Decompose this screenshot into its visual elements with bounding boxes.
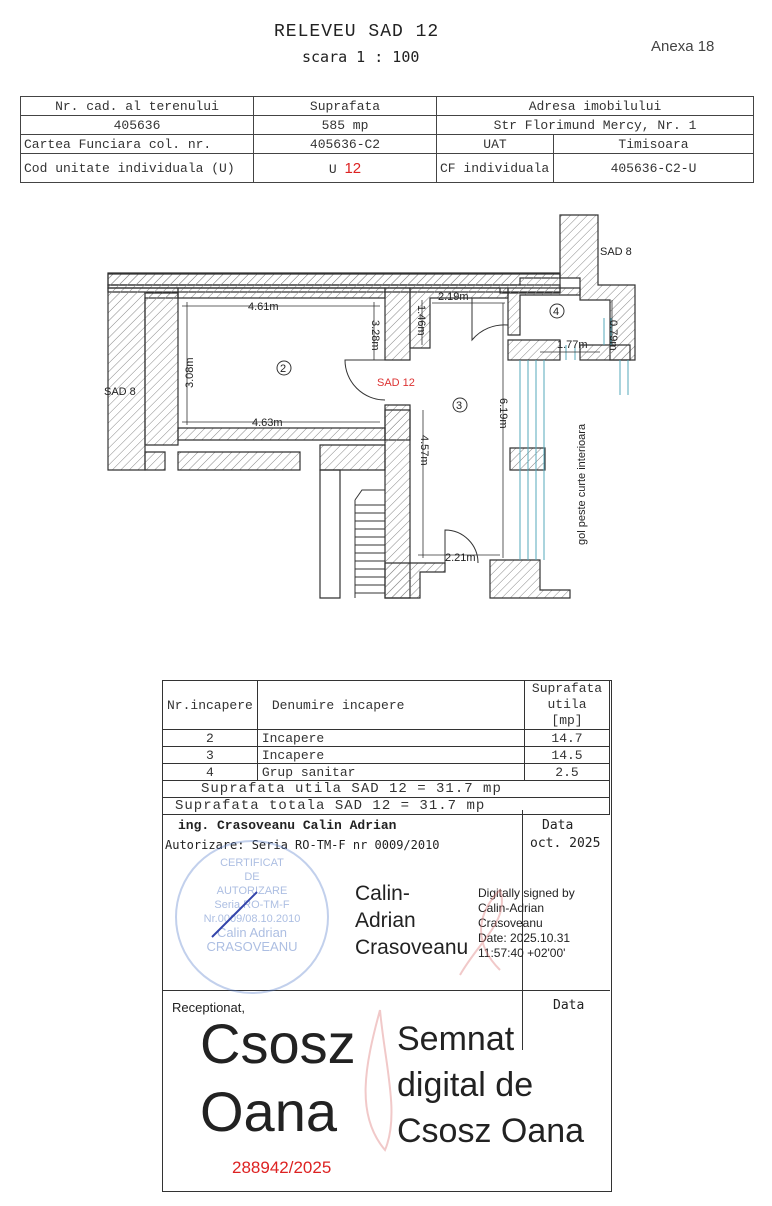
cell-label: Cartea Funciara col. nr. bbox=[21, 135, 254, 154]
date-label: Data bbox=[553, 998, 585, 1013]
plan-label: SAD 8 bbox=[104, 386, 136, 398]
wall bbox=[385, 563, 445, 598]
pdf-signature-mark bbox=[440, 880, 520, 980]
wall bbox=[178, 428, 385, 440]
dim-label: 3.08m bbox=[184, 357, 196, 388]
signed-line: Semnat bbox=[397, 1020, 515, 1058]
wall bbox=[508, 288, 580, 335]
dim-label: 1.46m bbox=[415, 305, 427, 336]
cell-value: 405636 bbox=[21, 116, 254, 135]
receiver-line: Csosz bbox=[200, 1012, 356, 1075]
cell-value: 585 mp bbox=[254, 116, 437, 135]
wall bbox=[145, 293, 178, 445]
scale-label: scara 1 : 100 bbox=[302, 48, 420, 66]
cell-label: Adresa imobilului bbox=[437, 97, 754, 116]
cell-label: Suprafata bbox=[254, 97, 437, 116]
engineer-name: ing. Crasoveanu Calin Adrian bbox=[178, 818, 397, 833]
registration-number: 288942/2025 bbox=[232, 1158, 332, 1177]
digital-line: Digitally signed by bbox=[478, 886, 575, 900]
cell-value: 405636-C2 bbox=[254, 135, 437, 154]
wall bbox=[320, 445, 385, 470]
cell-label: Nr. cad. al terenului bbox=[21, 97, 254, 116]
room-name: Incapere bbox=[257, 730, 524, 747]
wall bbox=[178, 452, 300, 470]
room-area: 2.5 bbox=[525, 764, 610, 781]
unit-number: 12 bbox=[344, 159, 362, 177]
room-area: 14.5 bbox=[525, 747, 610, 764]
total-util: Suprafata utila SAD 12 = 31.7 mp bbox=[163, 781, 610, 798]
room-nr: 3 bbox=[163, 747, 258, 764]
wall bbox=[385, 288, 410, 360]
dim-label: 0.79m bbox=[607, 320, 619, 351]
stamp-text: Nr.0009/08.10.2010 bbox=[203, 913, 301, 925]
total-area: Suprafata totala SAD 12 = 31.7 mp bbox=[163, 798, 610, 815]
stamp-text: Seria RO-TM-F bbox=[214, 899, 290, 911]
dim-label: 4.57m bbox=[418, 435, 430, 466]
receiver-name bbox=[200, 1010, 356, 1146]
room-number: 2 bbox=[280, 363, 287, 375]
received-label: Receptionat, bbox=[172, 1000, 245, 1015]
property-info-table bbox=[20, 96, 754, 183]
digital-line: 11:57:40 +02'00' bbox=[478, 946, 566, 960]
table-row bbox=[163, 730, 610, 747]
annex-label: Anexa 18 bbox=[651, 38, 715, 55]
signature-stroke bbox=[207, 882, 267, 942]
plan-label-unit: SAD 12 bbox=[377, 377, 415, 389]
authorization: Autorizare: Seria RO-TM-F nr 0009/2010 bbox=[165, 838, 440, 852]
dim-label: 3.28m bbox=[369, 320, 381, 351]
receiver-line: Oana bbox=[200, 1080, 337, 1143]
signer-line: Calin- bbox=[355, 882, 410, 905]
cell-label: UAT bbox=[437, 135, 554, 154]
dim-label: 4.63m bbox=[252, 417, 283, 429]
room-name: Grup sanitar bbox=[257, 764, 524, 781]
dim-label: 2.21m bbox=[445, 552, 476, 564]
cell-value bbox=[254, 154, 437, 183]
room-number: 3 bbox=[456, 400, 463, 412]
signed-line: digital de bbox=[397, 1066, 534, 1104]
room-area: 14.7 bbox=[525, 730, 610, 747]
date-value: oct. 2025 bbox=[530, 836, 601, 851]
table-row bbox=[163, 764, 610, 781]
dim-label: 1.77m bbox=[557, 339, 588, 351]
unit-prefix: U bbox=[328, 161, 337, 177]
stamp-text: CRASOVEANU bbox=[206, 939, 298, 954]
signer-line: Adrian bbox=[355, 909, 416, 932]
header-cell: Nr.incapere bbox=[163, 681, 258, 730]
cell-value: Str Florimund Mercy, Nr. 1 bbox=[437, 116, 754, 135]
header-line: Suprafata bbox=[531, 681, 603, 696]
wall bbox=[178, 288, 385, 298]
room-number: 4 bbox=[553, 306, 560, 318]
cell-value: 405636-C2-U bbox=[554, 154, 754, 183]
room-schedule-table bbox=[162, 680, 610, 815]
room-nr: 4 bbox=[163, 764, 258, 781]
stamp-text: DE bbox=[244, 871, 260, 883]
header-cell: Denumire incapere bbox=[257, 681, 524, 730]
plan-label: SAD 8 bbox=[600, 246, 632, 258]
room-nr: 2 bbox=[163, 730, 258, 747]
signed-line: Csosz Oana bbox=[397, 1112, 585, 1150]
cell-value: Timisoara bbox=[554, 135, 754, 154]
signer-line: Crasoveanu bbox=[355, 936, 469, 959]
stamp-text: CERTIFICAT bbox=[220, 857, 284, 869]
header-cell bbox=[525, 681, 610, 730]
digital-line: Crasoveanu bbox=[478, 916, 543, 930]
digital-line: Date: 2025.10.31 bbox=[478, 931, 571, 945]
stairs bbox=[355, 490, 385, 598]
room-name: Incapere bbox=[257, 747, 524, 764]
wall bbox=[508, 340, 560, 360]
cell-label: Cod unitate individuala (U) bbox=[21, 154, 254, 183]
floor-plan bbox=[0, 200, 772, 610]
stamp-text: Calin Adrian bbox=[216, 925, 288, 940]
digital-line: Calin-Adrian bbox=[478, 901, 545, 915]
dim-label: 4.61m bbox=[248, 301, 279, 313]
stamp-text: AUTORIZARE bbox=[216, 885, 288, 897]
signed-by bbox=[397, 1016, 584, 1154]
plan-label: gol peste curte interioara bbox=[576, 423, 588, 545]
stamp-seal bbox=[175, 840, 329, 994]
document-title: RELEVEU SAD 12 bbox=[274, 22, 440, 42]
wall bbox=[145, 452, 165, 470]
table-row bbox=[163, 747, 610, 764]
dim-label: 6.19m bbox=[497, 398, 509, 429]
dim-label: 2.19m bbox=[438, 291, 469, 303]
cell-label: CF individuala bbox=[437, 154, 554, 183]
wall bbox=[490, 560, 570, 598]
header-line: utila [mp] bbox=[547, 697, 587, 728]
date-label: Data bbox=[542, 818, 574, 833]
